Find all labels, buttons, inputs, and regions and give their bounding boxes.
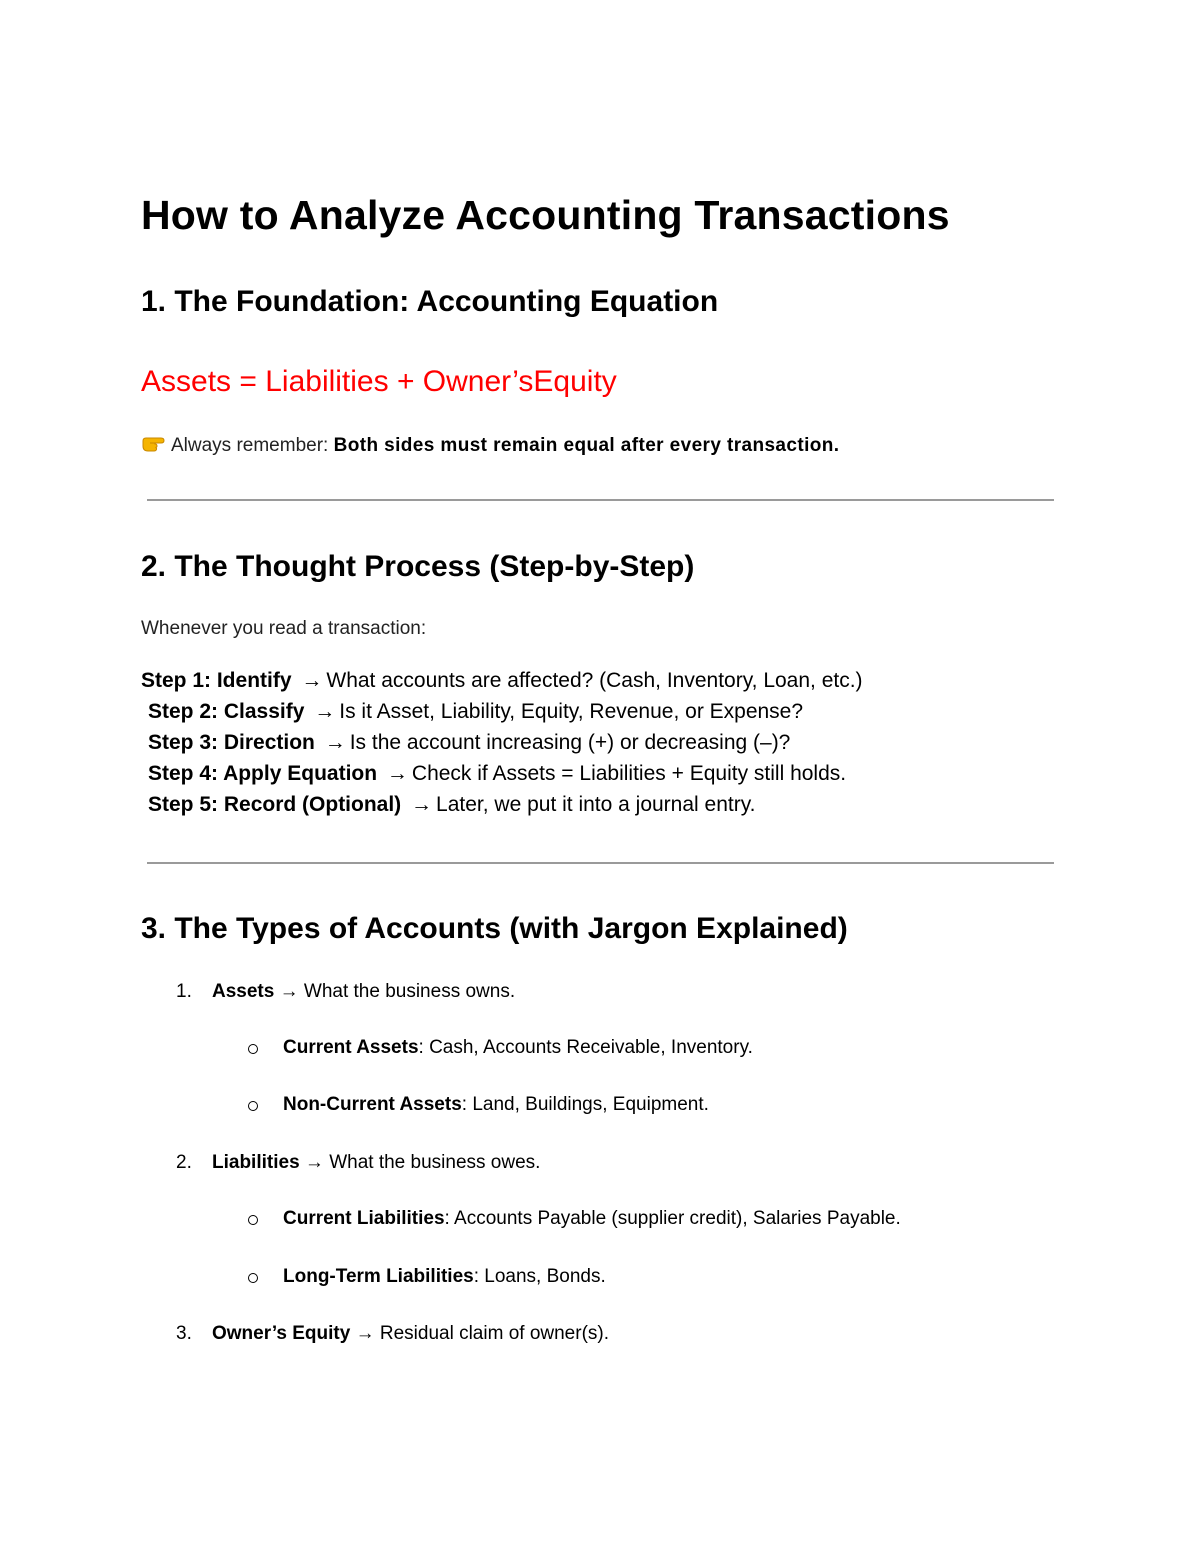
step-item xyxy=(148,731,790,755)
section-2-heading: 2. The Thought Process (Step-by-Step) xyxy=(141,550,695,583)
account-subterm: Non-Current Assets xyxy=(283,1094,462,1115)
horizontal-divider xyxy=(147,499,1054,501)
arrow-icon: → xyxy=(386,762,408,785)
account-term: Liabilities xyxy=(212,1152,300,1173)
step-label: Step 4: Apply Equation xyxy=(148,762,378,785)
page-title: How to Analyze Accounting Transactions xyxy=(141,192,950,238)
list-item xyxy=(212,1323,609,1345)
step-text: Check if Assets = Liabilities + Equity still holds. xyxy=(411,762,847,785)
arrow-icon: → xyxy=(411,793,433,816)
step-item xyxy=(148,700,803,724)
circle-bullet-icon xyxy=(248,1101,258,1111)
circle-bullet-icon xyxy=(248,1044,258,1054)
step-label: Step 3: Direction xyxy=(148,731,315,754)
list-item xyxy=(212,1152,540,1174)
account-subterm: Current Liabilities xyxy=(283,1208,445,1229)
arrow-icon: → xyxy=(355,1323,375,1344)
arrow-icon: → xyxy=(279,981,299,1002)
step-text: Is it Asset, Liability, Equity, Revenue, or Expense? xyxy=(339,700,804,723)
sub-list-item xyxy=(283,1037,753,1059)
reminder-emphasis: Both sides must remain equal after every transaction. xyxy=(333,435,840,456)
circle-bullet-icon xyxy=(248,1215,258,1225)
step-item xyxy=(148,762,846,786)
sub-list-item xyxy=(283,1266,606,1288)
step-label: Step 2: Classify xyxy=(148,700,305,723)
sub-list-item xyxy=(283,1208,901,1230)
account-subtext: : Cash, Accounts Receivable, Inventory. xyxy=(418,1037,753,1058)
arrow-icon: → xyxy=(301,669,323,692)
arrow-icon: → xyxy=(314,700,336,723)
step-label: Step 1: Identify xyxy=(141,669,292,692)
account-subterm: Long-Term Liabilities xyxy=(283,1266,474,1287)
account-subtext: : Loans, Bonds. xyxy=(473,1266,606,1287)
list-number: 2. xyxy=(176,1152,192,1173)
account-subtext: : Land, Buildings, Equipment. xyxy=(461,1094,709,1115)
account-definition: What the business owns. xyxy=(303,981,516,1002)
circle-bullet-icon xyxy=(248,1273,258,1283)
horizontal-divider xyxy=(147,862,1054,864)
account-term: Assets xyxy=(212,981,275,1002)
step-item xyxy=(148,793,756,817)
list-number: 3. xyxy=(176,1323,192,1344)
arrow-icon: → xyxy=(324,731,346,754)
sub-list-item xyxy=(283,1094,709,1116)
step-text: What accounts are affected? (Cash, Inventory, Loan, etc.) xyxy=(326,669,863,692)
accounting-equation: Assets = Liabilities + Owner’sEquity xyxy=(141,365,617,398)
step-text: Is the account increasing (+) or decreasing (–)? xyxy=(349,731,791,754)
account-term: Owner’s Equity xyxy=(212,1323,351,1344)
list-number: 1. xyxy=(176,981,192,1002)
step-item xyxy=(141,669,863,693)
arrow-icon: → xyxy=(304,1152,324,1173)
section-3-heading: 3. The Types of Accounts (with Jargon Explained) xyxy=(141,912,848,945)
pointing-hand-icon xyxy=(141,432,167,454)
reminder-line xyxy=(141,432,839,457)
step-text: Later, we put it into a journal entry. xyxy=(436,793,756,816)
account-definition: What the business owes. xyxy=(329,1152,541,1173)
step-label: Step 5: Record (Optional) xyxy=(148,793,402,816)
account-definition: Residual claim of owner(s). xyxy=(379,1323,610,1344)
section-1-heading: 1. The Foundation: Accounting Equation xyxy=(141,285,719,318)
list-item xyxy=(212,981,515,1003)
account-subterm: Current Assets xyxy=(283,1037,419,1058)
steps-intro: Whenever you read a transaction: xyxy=(141,618,427,639)
account-subtext: : Accounts Payable (supplier credit), Salaries Payable. xyxy=(444,1208,901,1229)
reminder-prefix: Always remember: xyxy=(171,435,329,456)
